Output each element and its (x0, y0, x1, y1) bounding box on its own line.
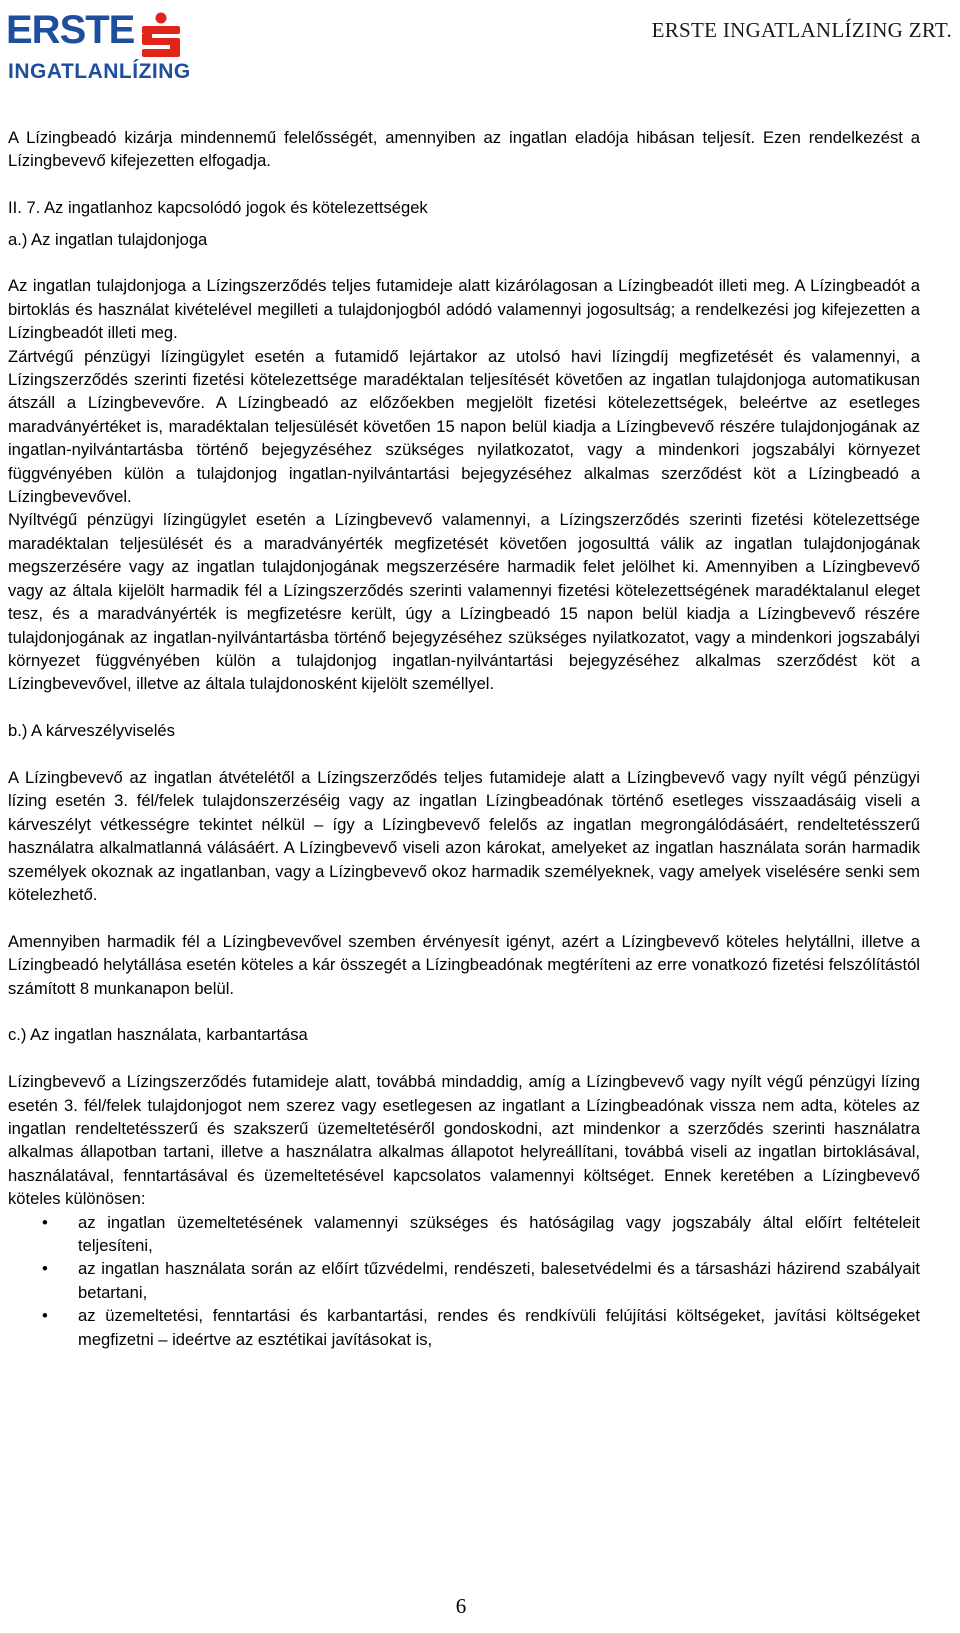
bullet-icon: • (42, 1259, 48, 1279)
list-item: • az üzemeltetési, fenntartási és karbantartási, rendes és rendkívüli felújítási költségeket, javítási költségeket megfizetni – ideértve az esztétikai javításokat is, (42, 1306, 920, 1349)
bullet-icon: • (42, 1212, 48, 1232)
document-body (8, 126, 920, 1351)
page-number: 6 (455, 1594, 467, 1618)
paragraph: Az ingatlan tulajdonjoga a Lízingszerződés teljes futamideje alatt kizárólagosan a Lízingbeadót illeti meg. A Lízingbeadót a birtoklás és használat kivételével megilleti a tulajdonjogból adódó valamennyi jogosultság; a rendelkezési jog kifejezetten a Lízingbeadót illeti meg. (8, 276, 920, 343)
subsection-heading: a.) Az ingatlan tulajdonjoga (8, 229, 208, 249)
paragraph: A Lízingbevevő az ingatlan átvételétől a Lízingszerződés teljes futamideje alatt a Lízingbevevő vagy nyílt végű pénzügyi lízing esetén 3. fél/felek tulajdonszerzéséig vagy az ingatlan Lízingbeadónak történő esetleges visszaadásáig viseli a kárveszélyt vétkességre tekintet nélkül – így a Lízingbevevő felelős az ingatlan megrongálódásáért, rendeltetésszerű használatra alkalmatlanná válásáért. A Lízingbevevő viseli azon károkat, amelyeket az ingatlan használata során harmadik személyek okoznak az ingatlanban, vagy a Lízingbevevő okoz harmadik személyeknek, vagy amelyek viselésére senki sem kötelezhető. (8, 767, 920, 904)
logo-wordmark: ERSTE (6, 8, 135, 52)
company-name: ERSTE INGATLANLÍZING ZRT. (651, 18, 952, 42)
subsection-heading: c.) Az ingatlan használata, karbantartása (8, 1025, 308, 1045)
page-header (0, 0, 960, 100)
list-item: • az ingatlan használata során az előírt tűzvédelmi, rendészeti, balesetvédelmi és a társasházi házirend szabályait betartani, (42, 1259, 920, 1302)
bullet-list (8, 1211, 920, 1351)
subsection-heading: b.) A kárveszélyviselés (8, 721, 175, 741)
paragraph: Nyíltvégű pénzügyi lízingügylet esetén a Lízingbevevő valamennyi, a Lízingszerződés szerinti fizetési kötelezettsége maradéktalan teljesülését és a maradványérték megfizetését követően jogosulttá válik az ingatlan tulajdonjogának megszerzésére vagy az ingatlan tulajdonjogának megszerzésére harmadik felet jelölhet ki. Amennyiben a Lízingbevevő vagy az általa kijelölt harmadik fél a Lízingszerződés szerinti valamennyi fizetési kötelezettségének maradéktalanul eleget tesz, és a maradványérték is megfizetésre került, úgy a Lízingbeadó 15 napon belül kiadja a Lízingbevevő részére tulajdonjogának az ingatlan-nyilvántartásba történő bejegyzéséhez szükséges nyilatkozatot, vagy a mindenkori jogszabályi környezet függvényében külön a tulajdonjog ingatlan-nyilvántartási bejegyzéséhez alkalmas szerződést köt a Lízingbevevővel, illetve az általa tulajdonosként kijelölt személlyel. (8, 510, 920, 694)
paragraph: Lízingbevevő a Lízingszerződés futamideje alatt, továbbá mindaddig, amíg a Lízingbevevő vagy nyílt végű pénzügyi lízing esetén 3. fél/felek tulajdonjogot nem szerez vagy esetlegesen az ingatlant a Lízingbeadónak vissza nem adta, köteles az ingatlan rendeltetésszerű és szakszerű üzemeltetéséről gondoskodni, azt mindenkor a szerződés szerinti használatra alkalmas állapotban tartani, illetve a használatra alkalmas állapotot helyreállítani, továbbá viseli az ingatlan birtoklásával, használatával, fenntartásával és üzemeltetésével kapcsolatos valamennyi költséget. Ennek keretében a Lízingbevevő köteles különösen: (8, 1072, 920, 1209)
erste-logo (6, 8, 191, 88)
paragraph: A Lízingbeadó kizárja mindennemű felelősségét, amennyiben az ingatlan eladója hibásan teljesít. Ezen rendelkezést a Lízingbevevő kifejezetten elfogadja. (8, 128, 920, 171)
logo-subtitle: INGATLANLÍZING (8, 60, 191, 83)
bullet-icon: • (42, 1306, 48, 1326)
paragraph: Zártvégű pénzügyi lízingügylet esetén a futamidő lejártakor az utolsó havi lízingdíj megfizetését és valamennyi, a Lízingszerződés szerinti fizetési kötelezettsége maradéktalan teljesítését követően az ingatlan tulajdonjoga automatikusan átszáll a Lízingbevevőre. A Lízingbeadó az előzőekben megjelölt fizetési kötelezettségek, beleértve az esetleges maradványértéket is, maradéktalan teljesülését követően 15 napon belül kiadja a Lízingbevevő részére tulajdonjogának az ingatlan-nyilvántartásba történő bejegyzéséhez szükséges nyilatkozatot, vagy a mindenkori jogszabályi környezet függvényében külön a tulajdonjog ingatlan-nyilvántartási bejegyzéséhez alkalmas szerződést köt a Lízingbeadó a Lízingbevevővel. (8, 346, 920, 507)
erste-s-mark-icon (138, 12, 184, 58)
section-heading: II. 7. Az ingatlanhoz kapcsolódó jogok és kötelezettségek (8, 198, 428, 218)
list-item: • az ingatlan üzemeltetésének valamennyi szükséges és hatóságilag vagy jogszabály által előírt feltételeit teljesíteni, (42, 1212, 920, 1255)
paragraph: Amennyiben harmadik fél a Lízingbevevővel szemben érvényesít igényt, azért a Lízingbevevő köteles helytállni, illetve a Lízingbeadó helytállása esetén köteles a kár összegét a Lízingbeadónak megtéríteni az erre vonatkozó fizetési felszólítástól számított 8 munkanapon belül. (8, 931, 920, 998)
